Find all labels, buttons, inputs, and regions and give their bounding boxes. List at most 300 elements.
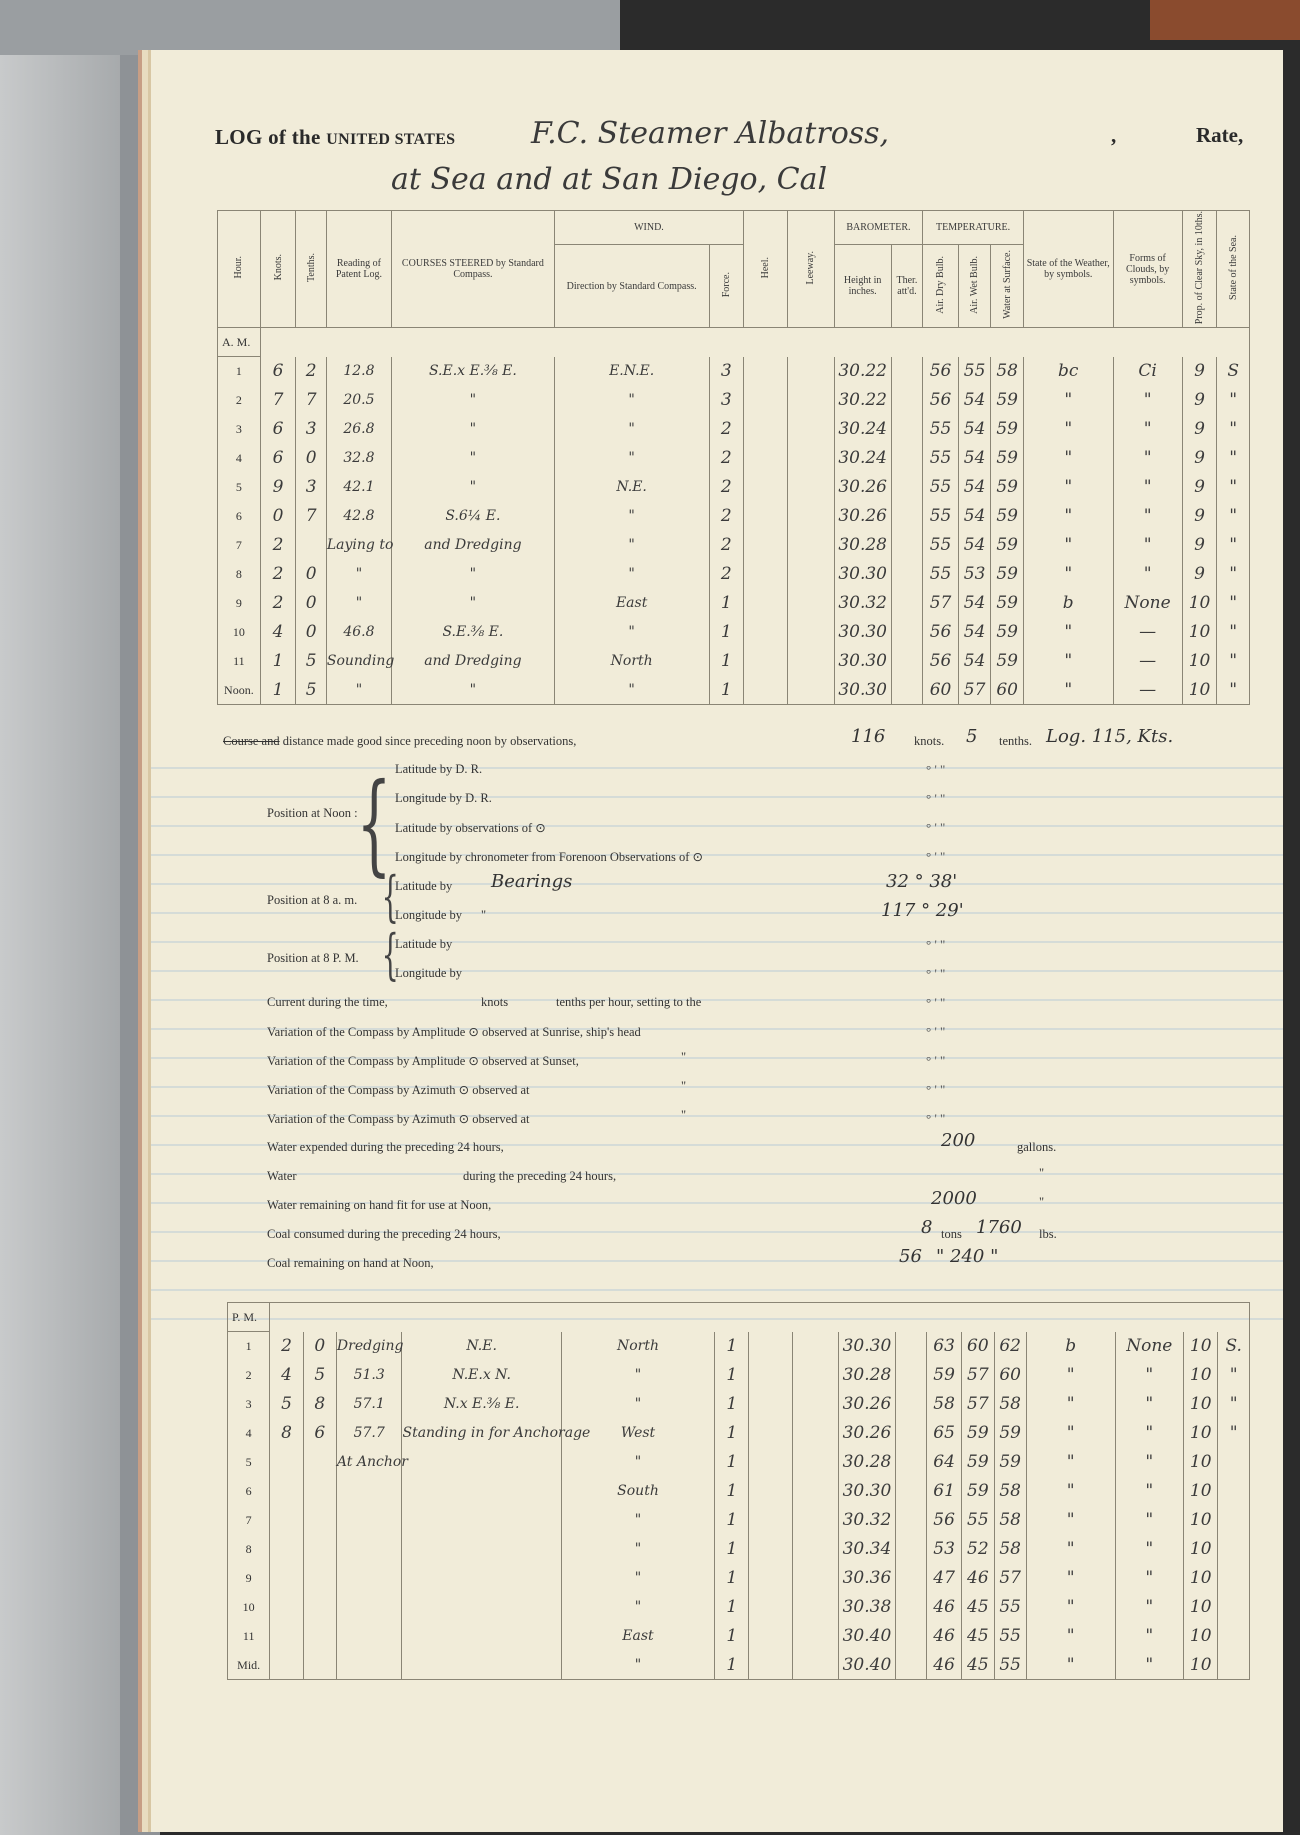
- cell-wet: 54: [958, 589, 991, 618]
- col-temperature: TEMPERATURE.: [923, 211, 1024, 245]
- log-row: [218, 676, 1250, 705]
- tons-label: tons: [941, 1227, 962, 1241]
- cell-sea: ": [1217, 386, 1250, 415]
- cell-clouds: ": [1115, 1651, 1184, 1680]
- cell-wind: ": [561, 1535, 714, 1564]
- cell-wind: ": [561, 1506, 714, 1535]
- cell-ther: [891, 531, 923, 560]
- cell-leeway: [787, 444, 834, 473]
- cell-knots: 6: [260, 357, 296, 386]
- cell-force: 1: [715, 1506, 749, 1535]
- cell-sky: 9: [1182, 415, 1217, 444]
- pm8-brace: {: [381, 923, 399, 986]
- cell-weather: ": [1026, 1390, 1115, 1419]
- cell-dry: 55: [923, 560, 959, 589]
- cell-water: 59: [991, 415, 1024, 444]
- cell-dry: 61: [926, 1477, 961, 1506]
- cell-dry: 64: [926, 1448, 961, 1477]
- cell-wet: 57: [958, 676, 991, 705]
- current-knots-label: knots: [481, 995, 509, 1009]
- cell-clouds: Ci: [1113, 357, 1182, 386]
- cell-water: 62: [994, 1332, 1026, 1361]
- cell-force: 2: [709, 531, 744, 560]
- binder-board-edge: [0, 0, 120, 1835]
- cell-ther: [895, 1593, 926, 1622]
- cell-log: 57.7: [336, 1419, 402, 1448]
- cell-weather: ": [1023, 444, 1113, 473]
- log-note: Log. 115, Kts.: [1046, 726, 1174, 747]
- variation-4: Variation of the Compass by Azimuth ⊙ observed at: [267, 1112, 530, 1126]
- cell-leeway: [792, 1332, 838, 1361]
- cell-force: 1: [715, 1564, 749, 1593]
- cell-leeway: [787, 415, 834, 444]
- variation-3-ditto: ": [681, 1079, 687, 1093]
- cell-hour: 2: [218, 386, 261, 415]
- lon-by-2-label: Longitude by: [395, 966, 463, 980]
- cell-knots: 0: [260, 502, 296, 531]
- cell-weather: ": [1026, 1651, 1115, 1680]
- cell-tenths: [303, 1448, 336, 1477]
- cell-tenths: 6: [303, 1419, 336, 1448]
- position-8pm-label: Position at 8 P. M.: [267, 951, 359, 965]
- cell-force: 1: [715, 1477, 749, 1506]
- cell-tenths: [303, 1593, 336, 1622]
- cell-force: 1: [715, 1390, 749, 1419]
- cell-dry: 56: [923, 386, 959, 415]
- cell-hour: 8: [218, 560, 261, 589]
- cell-hour: 9: [228, 1564, 270, 1593]
- cell-water: 59: [991, 560, 1024, 589]
- cell-sea: ": [1217, 647, 1250, 676]
- log-row: [228, 1361, 1250, 1390]
- cell-leeway: [792, 1622, 838, 1651]
- cell-water: 55: [994, 1622, 1026, 1651]
- cell-leeway: [787, 560, 834, 589]
- log-page: [148, 50, 1283, 1832]
- cell-log: [336, 1593, 402, 1622]
- cell-wet: 54: [958, 386, 991, 415]
- cell-course: [402, 1651, 561, 1680]
- cell-baro: 30.40: [839, 1651, 895, 1680]
- cell-wet: 54: [958, 618, 991, 647]
- water-label: Water: [267, 1169, 297, 1183]
- cell-sea: ": [1217, 415, 1250, 444]
- water-expended-value: 200: [941, 1130, 976, 1151]
- cell-sea: ": [1218, 1390, 1250, 1419]
- cell-force: 1: [715, 1361, 749, 1390]
- deg-marks-4: ° ' ": [926, 849, 946, 864]
- cell-log: ": [326, 560, 391, 589]
- water-expended-label: Water expended during the preceding 24 hours,: [267, 1140, 504, 1154]
- cell-leeway: [792, 1448, 838, 1477]
- cell-heel: [749, 1477, 792, 1506]
- water-remaining-label: Water remaining on hand fit for use at Noon,: [267, 1198, 492, 1212]
- cell-sea: S: [1217, 357, 1250, 386]
- rate-label: Rate,: [1196, 123, 1244, 147]
- cell-heel: [744, 386, 788, 415]
- knots-label: knots.: [914, 734, 945, 748]
- cell-hour: 7: [228, 1506, 270, 1535]
- cell-wind: ": [554, 415, 709, 444]
- cell-baro: 30.30: [839, 1477, 895, 1506]
- current-tenths-label: tenths per hour, setting to the: [556, 995, 702, 1009]
- cell-course: S.E.⅜ E.: [391, 618, 554, 647]
- cell-heel: [744, 357, 788, 386]
- cell-knots: 2: [260, 531, 296, 560]
- cell-dry: 56: [923, 618, 959, 647]
- col-hour: Hour.: [218, 211, 261, 328]
- cell-heel: [749, 1361, 792, 1390]
- cell-ther: [895, 1390, 926, 1419]
- cell-heel: [749, 1622, 792, 1651]
- cell-baro: 30.34: [839, 1535, 895, 1564]
- binder-board-top: [0, 0, 620, 55]
- cell-wind: East: [554, 589, 709, 618]
- cell-heel: [749, 1390, 792, 1419]
- cell-heel: [744, 618, 788, 647]
- cell-sky: 9: [1182, 502, 1217, 531]
- cell-baro: 30.26: [834, 473, 891, 502]
- deg-marks-5: ° ' ": [926, 937, 946, 952]
- cell-water: 58: [994, 1477, 1026, 1506]
- cell-weather: ": [1023, 618, 1113, 647]
- cell-leeway: [787, 357, 834, 386]
- cell-heel: [749, 1332, 792, 1361]
- cell-wet: 53: [958, 560, 991, 589]
- cell-clouds: ": [1115, 1361, 1184, 1390]
- cell-ther: [895, 1419, 926, 1448]
- cell-sky: 10: [1184, 1332, 1218, 1361]
- cell-weather: ": [1023, 676, 1113, 705]
- cell-water: 59: [991, 386, 1024, 415]
- cell-course: S.6¼ E.: [391, 502, 554, 531]
- cell-course: [402, 1477, 561, 1506]
- cell-sea: ": [1217, 531, 1250, 560]
- log-row: [218, 589, 1250, 618]
- cell-knots: [270, 1622, 303, 1651]
- cell-force: 3: [709, 386, 744, 415]
- cell-clouds: ": [1115, 1419, 1184, 1448]
- cell-ther: [895, 1651, 926, 1680]
- cell-log: ": [326, 589, 391, 618]
- cell-wet: 55: [962, 1506, 994, 1535]
- cell-baro: 30.36: [839, 1564, 895, 1593]
- cell-sea: ": [1218, 1419, 1250, 1448]
- cell-force: 2: [709, 560, 744, 589]
- cell-sky: 9: [1182, 560, 1217, 589]
- distance-knots: 116: [851, 726, 886, 747]
- title-prefix: LOG of the: [215, 125, 321, 149]
- cell-dry: 53: [926, 1535, 961, 1564]
- cell-leeway: [792, 1390, 838, 1419]
- cell-sky: 10: [1184, 1361, 1218, 1390]
- cell-weather: ": [1023, 647, 1113, 676]
- lat-by-bearings: Bearings: [491, 871, 573, 892]
- cell-heel: [749, 1593, 792, 1622]
- deg-marks-1: ° ' ": [926, 762, 946, 777]
- cell-hour: 1: [218, 357, 261, 386]
- cell-hour: 5: [218, 473, 261, 502]
- cell-leeway: [787, 647, 834, 676]
- cell-heel: [744, 560, 788, 589]
- cell-heel: [744, 444, 788, 473]
- lat-by-2-label: Latitude by: [395, 937, 453, 951]
- cell-ther: [891, 357, 923, 386]
- cell-course: [402, 1535, 561, 1564]
- cell-sea: [1218, 1506, 1250, 1535]
- cell-wet: 54: [958, 444, 991, 473]
- variation-1: Variation of the Compass by Amplitude ⊙ observed at Sunrise, ship's head: [267, 1025, 641, 1039]
- cell-wet: 54: [958, 531, 991, 560]
- log-row: [218, 444, 1250, 473]
- log-row: [218, 357, 1250, 386]
- cell-log: 42.1: [326, 473, 391, 502]
- cell-sea: ": [1217, 444, 1250, 473]
- cell-sea: S.: [1218, 1332, 1250, 1361]
- cell-weather: ": [1026, 1564, 1115, 1593]
- cell-tenths: [303, 1622, 336, 1651]
- cell-tenths: 3: [296, 415, 327, 444]
- cell-log: Laying to: [326, 531, 391, 560]
- tenths-label: tenths.: [999, 734, 1032, 748]
- cell-leeway: [787, 676, 834, 705]
- cell-sea: ": [1217, 502, 1250, 531]
- cell-heel: [749, 1564, 792, 1593]
- cell-knots: 2: [270, 1332, 303, 1361]
- cell-course: Standing in for Anchorage: [402, 1419, 561, 1448]
- cell-knots: [270, 1651, 303, 1680]
- cell-hour: 4: [228, 1419, 270, 1448]
- cell-heel: [749, 1535, 792, 1564]
- cell-wet: 59: [962, 1419, 994, 1448]
- cell-clouds: ": [1113, 473, 1182, 502]
- cell-weather: ": [1023, 473, 1113, 502]
- variation-3: Variation of the Compass by Azimuth ⊙ observed at: [267, 1083, 530, 1097]
- cell-knots: 4: [260, 618, 296, 647]
- cell-force: 1: [709, 676, 744, 705]
- cell-dry: 59: [926, 1361, 961, 1390]
- cell-knots: 1: [260, 647, 296, 676]
- cell-heel: [749, 1506, 792, 1535]
- cell-wind: ": [561, 1390, 714, 1419]
- cell-force: 1: [715, 1535, 749, 1564]
- cell-course: ": [391, 444, 554, 473]
- cell-water: 58: [991, 357, 1024, 386]
- coal-remaining-tons: 56: [899, 1246, 922, 1267]
- log-row: [218, 473, 1250, 502]
- cell-log: 26.8: [326, 415, 391, 444]
- cell-ther: [891, 647, 923, 676]
- cell-baro: 30.30: [834, 647, 891, 676]
- water-remaining-ditto: ": [1039, 1195, 1045, 1209]
- col-knots: Knots.: [260, 211, 296, 328]
- cell-course: [402, 1506, 561, 1535]
- cell-water: 57: [994, 1564, 1026, 1593]
- cell-wind: North: [561, 1332, 714, 1361]
- cell-tenths: 7: [296, 502, 327, 531]
- cell-course: ": [391, 386, 554, 415]
- deg-marks-2: ° ' ": [926, 791, 946, 806]
- cell-course: [402, 1564, 561, 1593]
- cell-knots: [270, 1593, 303, 1622]
- cell-baro: 30.28: [839, 1448, 895, 1477]
- cell-log: 20.5: [326, 386, 391, 415]
- am-label: A. M.: [218, 328, 261, 357]
- cell-sky: 10: [1182, 676, 1217, 705]
- cell-weather: ": [1026, 1419, 1115, 1448]
- cell-clouds: ": [1113, 415, 1182, 444]
- lon-chrono: Longitude by chronometer from Forenoon Observations of ⊙: [395, 850, 703, 864]
- cell-wind: ": [561, 1448, 714, 1477]
- cell-wet: 57: [962, 1361, 994, 1390]
- cell-wind: E.N.E.: [554, 357, 709, 386]
- cell-hour: Mid.: [228, 1651, 270, 1680]
- cell-leeway: [792, 1535, 838, 1564]
- cell-log: [336, 1564, 402, 1593]
- cell-wet: 52: [962, 1535, 994, 1564]
- cell-sky: 10: [1182, 589, 1217, 618]
- cell-wet: 60: [962, 1332, 994, 1361]
- cell-course: [402, 1622, 561, 1651]
- lat-by-label: Latitude by: [395, 879, 453, 893]
- coal-consumed-label: Coal consumed during the preceding 24 hours,: [267, 1227, 501, 1241]
- cell-sea: [1218, 1535, 1250, 1564]
- cell-heel: [744, 502, 788, 531]
- col-dry: Air. Dry Bulb.: [923, 245, 959, 328]
- cell-heel: [744, 531, 788, 560]
- cell-water: 59: [991, 473, 1024, 502]
- cell-weather: ": [1026, 1506, 1115, 1535]
- cell-hour: 3: [218, 415, 261, 444]
- col-ther: Ther. att'd.: [891, 245, 923, 328]
- cell-dry: 63: [926, 1332, 961, 1361]
- cell-tenths: 5: [296, 647, 327, 676]
- cell-tenths: [303, 1477, 336, 1506]
- cell-knots: 9: [260, 473, 296, 502]
- cell-weather: ": [1026, 1593, 1115, 1622]
- current-label: Current during the time,: [267, 995, 388, 1009]
- cell-force: 1: [715, 1448, 749, 1477]
- log-row: [228, 1651, 1250, 1680]
- lon-dr: Longitude by D. R.: [395, 791, 492, 805]
- leather-cover: [1150, 0, 1300, 40]
- cell-log: 12.8: [326, 357, 391, 386]
- col-tenths: Tenths.: [296, 211, 327, 328]
- cell-weather: ": [1026, 1477, 1115, 1506]
- position-noon-label: Position at Noon :: [267, 806, 358, 820]
- cell-dry: 65: [926, 1419, 961, 1448]
- cell-baro: 30.26: [839, 1390, 895, 1419]
- cell-clouds: ": [1113, 444, 1182, 473]
- cell-wet: 55: [958, 357, 991, 386]
- cell-clouds: ": [1115, 1506, 1184, 1535]
- gallons-label: gallons.: [1017, 1140, 1057, 1154]
- cell-hour: 10: [228, 1593, 270, 1622]
- cell-ther: [891, 589, 923, 618]
- cell-clouds: ": [1115, 1535, 1184, 1564]
- cell-water: 59: [991, 589, 1024, 618]
- cell-wet: 45: [962, 1622, 994, 1651]
- cell-heel: [744, 473, 788, 502]
- cell-ther: [895, 1361, 926, 1390]
- cell-sky: 10: [1184, 1419, 1218, 1448]
- cell-weather: ": [1023, 386, 1113, 415]
- cell-log: Dredging: [336, 1332, 402, 1361]
- deg-marks-3: ° ' ": [926, 820, 946, 835]
- distance-line: Course and distance made good since preceding noon by observations,: [223, 734, 577, 748]
- cell-hour: 3: [228, 1390, 270, 1419]
- cell-dry: 60: [923, 676, 959, 705]
- cell-hour: 11: [228, 1622, 270, 1651]
- log-row: [228, 1390, 1250, 1419]
- cell-wind: West: [561, 1419, 714, 1448]
- cell-hour: 6: [228, 1477, 270, 1506]
- cell-water: 55: [994, 1651, 1026, 1680]
- am-rows: [218, 357, 1250, 705]
- variation-4-ditto: ": [681, 1108, 687, 1122]
- cell-heel: [744, 647, 788, 676]
- cell-baro: 30.26: [834, 502, 891, 531]
- cell-course: ": [391, 473, 554, 502]
- am8-brace: {: [381, 865, 399, 928]
- cell-force: 1: [715, 1593, 749, 1622]
- cell-weather: ": [1023, 415, 1113, 444]
- cell-dry: 55: [923, 531, 959, 560]
- cell-sea: [1218, 1477, 1250, 1506]
- cell-weather: ": [1026, 1448, 1115, 1477]
- cell-heel: [744, 415, 788, 444]
- cell-wind: ": [554, 618, 709, 647]
- cell-tenths: 2: [296, 357, 327, 386]
- cell-sea: [1218, 1448, 1250, 1477]
- cell-ther: [891, 415, 923, 444]
- noon-brace: {: [356, 759, 392, 887]
- cell-wind: ": [554, 502, 709, 531]
- cell-ther: [891, 560, 923, 589]
- cell-weather: ": [1023, 531, 1113, 560]
- cell-weather: ": [1023, 560, 1113, 589]
- cell-course: S.E.x E.⅜ E.: [391, 357, 554, 386]
- distance-tenths: 5: [966, 726, 978, 747]
- cell-log: At Anchor: [336, 1448, 402, 1477]
- cell-weather: ": [1026, 1535, 1115, 1564]
- cell-log: 57.1: [336, 1390, 402, 1419]
- cell-tenths: [303, 1535, 336, 1564]
- cell-dry: 55: [923, 444, 959, 473]
- coal-remaining-label: Coal remaining on hand at Noon,: [267, 1256, 434, 1270]
- log-row: [228, 1506, 1250, 1535]
- cell-weather: b: [1026, 1332, 1115, 1361]
- cell-hour: 9: [218, 589, 261, 618]
- cell-baro: 30.32: [834, 589, 891, 618]
- cell-knots: 2: [260, 560, 296, 589]
- cell-dry: 55: [923, 415, 959, 444]
- col-leeway: Leeway.: [787, 211, 834, 328]
- cell-hour: 10: [218, 618, 261, 647]
- cell-sea: ": [1217, 618, 1250, 647]
- cell-sky: 10: [1184, 1535, 1218, 1564]
- cell-clouds: —: [1113, 647, 1182, 676]
- cell-wind: South: [561, 1477, 714, 1506]
- cell-baro: 30.24: [834, 444, 891, 473]
- cell-force: 2: [709, 444, 744, 473]
- log-row: [228, 1535, 1250, 1564]
- cell-force: 1: [709, 618, 744, 647]
- cell-leeway: [787, 473, 834, 502]
- cell-hour: 6: [218, 502, 261, 531]
- cell-wind: ": [554, 676, 709, 705]
- am-log-table: [217, 210, 1250, 705]
